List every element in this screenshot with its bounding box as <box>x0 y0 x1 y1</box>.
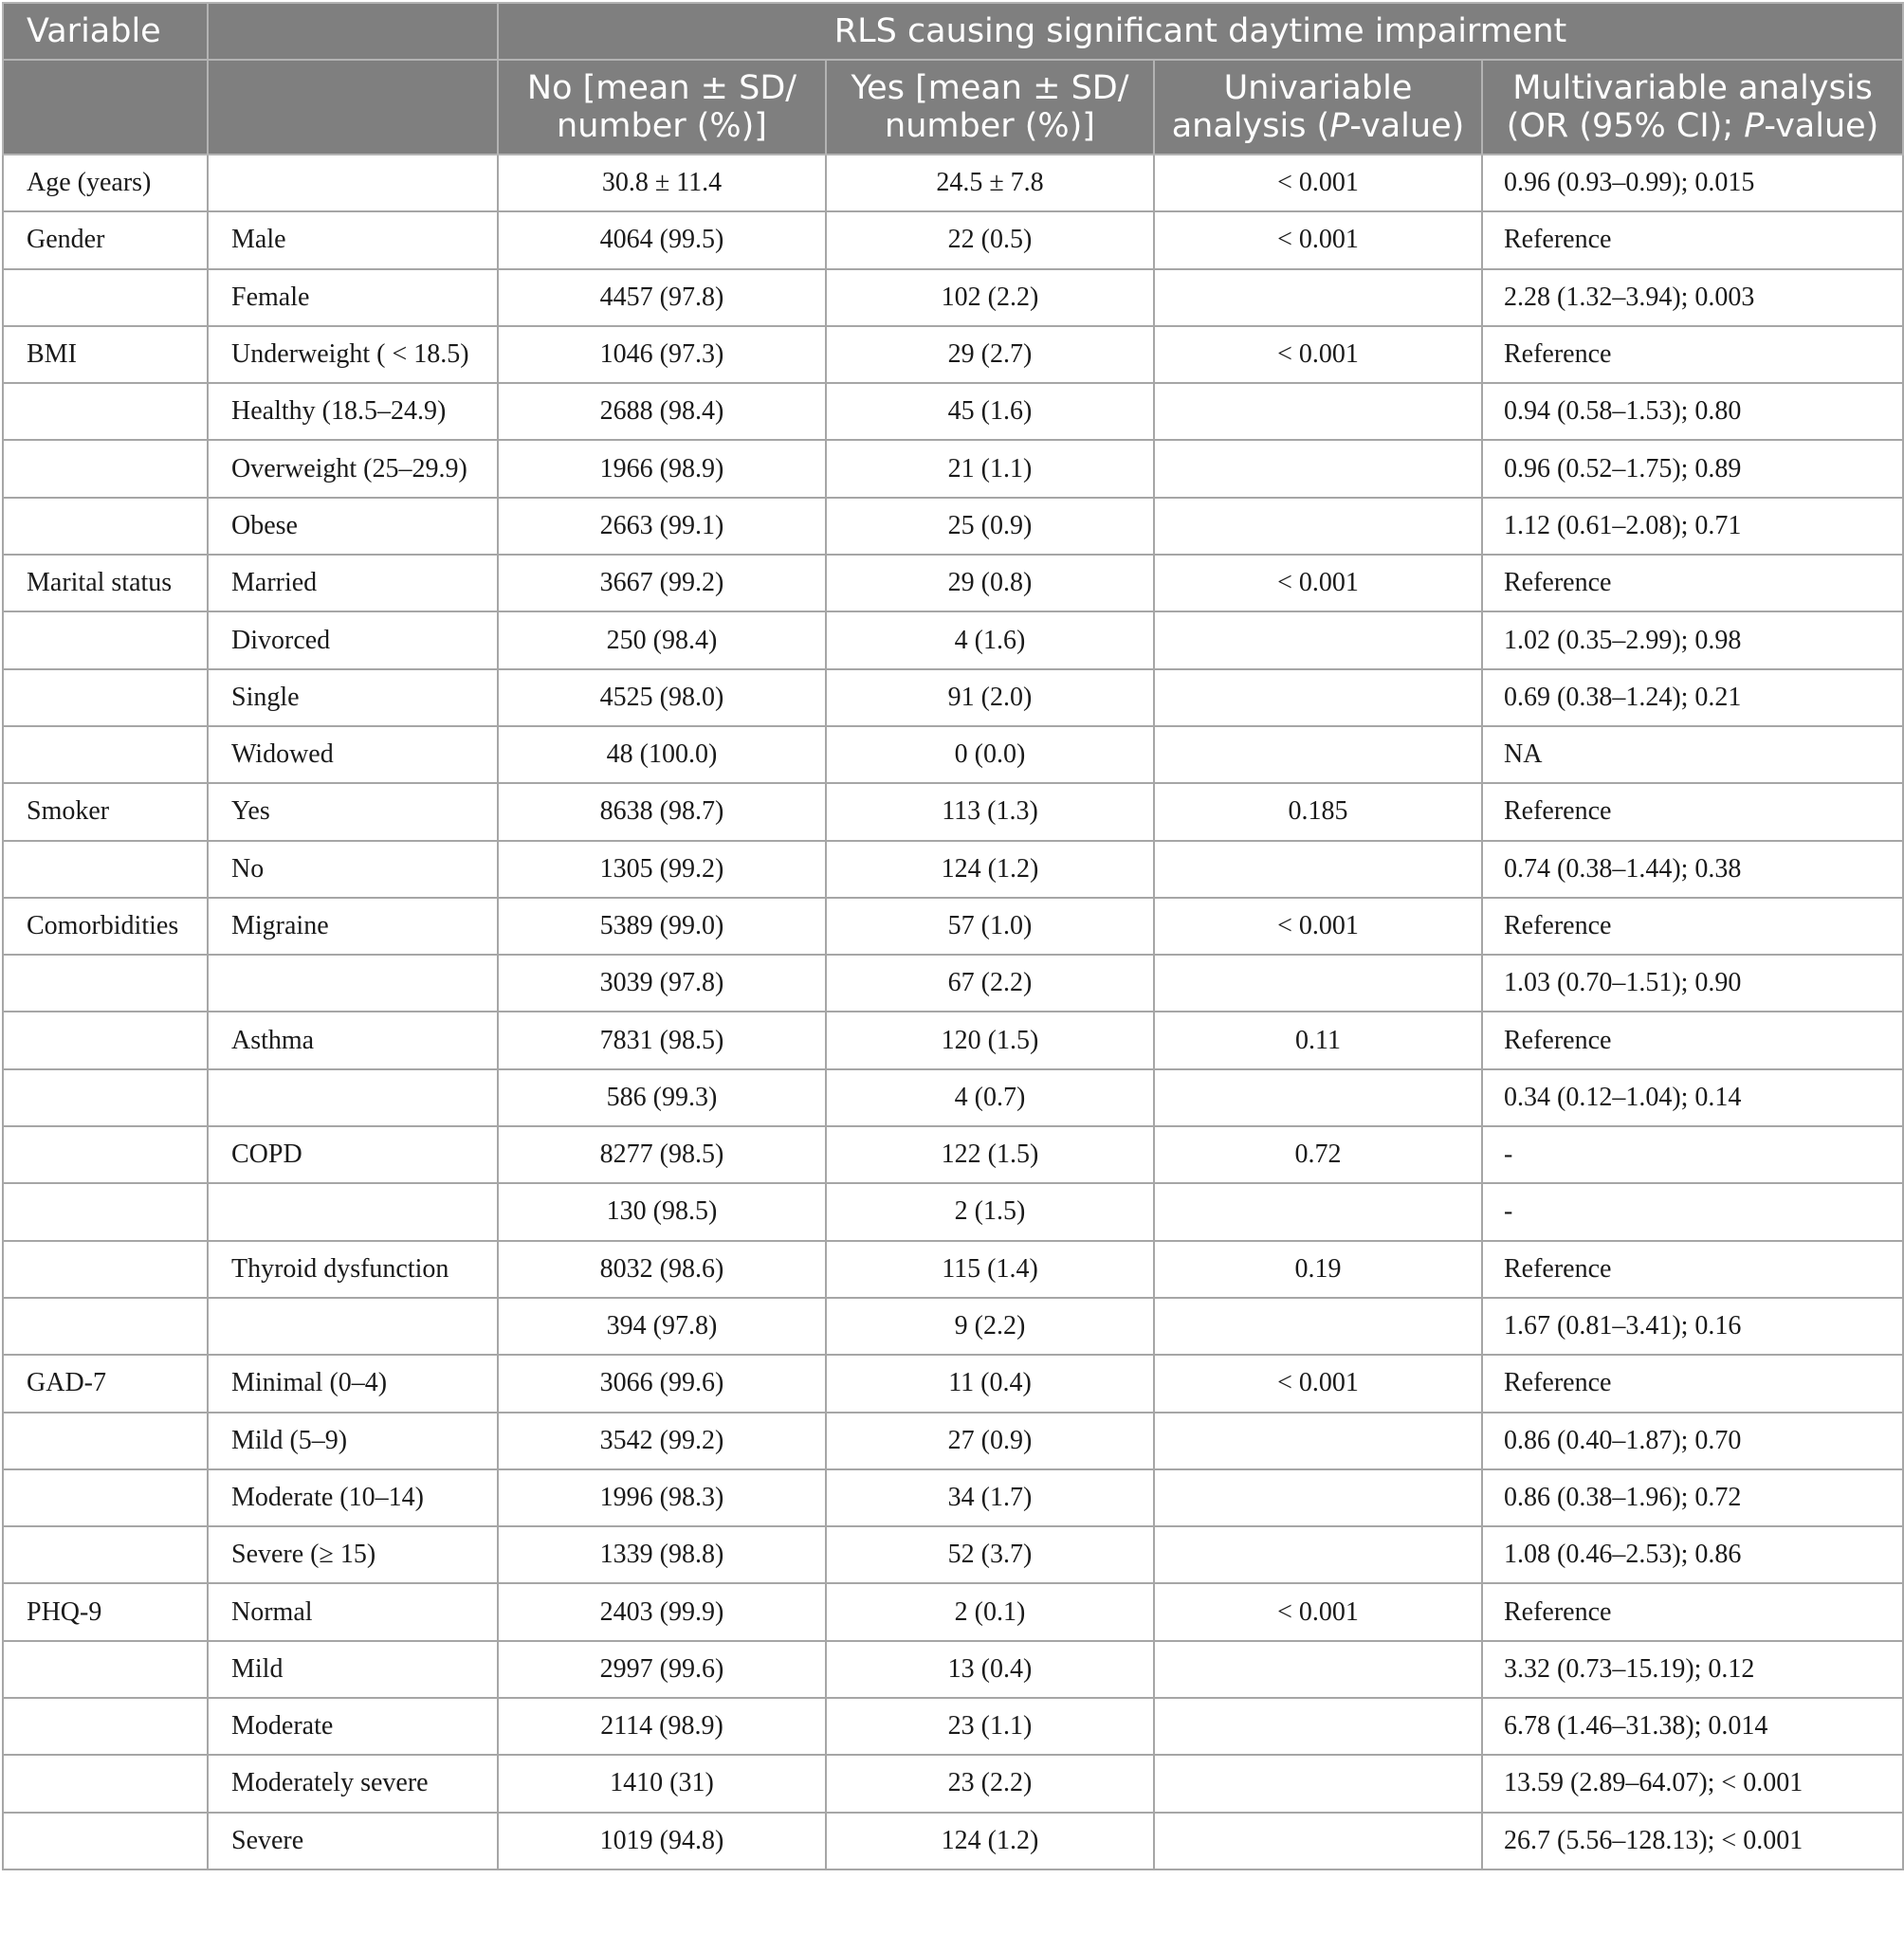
cell-yes: 29 (2.7) <box>826 326 1154 383</box>
cell-variable <box>3 1413 208 1469</box>
table-row <box>3 955 1903 1012</box>
cell-variable <box>3 1526 208 1583</box>
header-row-1 <box>3 3 1903 60</box>
header-col-no: No [mean ± SD/ number (%)] <box>498 60 826 155</box>
cell-no: 48 (100.0) <box>498 726 826 783</box>
cell-multivariable: 1.12 (0.61–2.08); 0.71 <box>1482 498 1903 555</box>
cell-category <box>208 1298 498 1355</box>
cell-variable <box>3 1069 208 1126</box>
cell-variable <box>3 498 208 555</box>
cell-yes: 9 (2.2) <box>826 1298 1154 1355</box>
cell-yes: 91 (2.0) <box>826 669 1154 726</box>
cell-variable <box>3 1298 208 1355</box>
cell-yes: 67 (2.2) <box>826 955 1154 1012</box>
cell-no: 4525 (98.0) <box>498 669 826 726</box>
cell-category: Widowed <box>208 726 498 783</box>
cell-univariable: < 0.001 <box>1154 898 1482 955</box>
cell-category: Single <box>208 669 498 726</box>
cell-multivariable: 3.32 (0.73–15.19); 0.12 <box>1482 1641 1903 1698</box>
cell-no: 4457 (97.8) <box>498 269 826 326</box>
cell-yes: 45 (1.6) <box>826 383 1154 440</box>
cell-no: 2997 (99.6) <box>498 1641 826 1698</box>
header-col-multivariable <box>1482 60 1903 155</box>
cell-univariable <box>1154 269 1482 326</box>
cell-variable <box>3 1469 208 1526</box>
cell-no: 3039 (97.8) <box>498 955 826 1012</box>
header-blank <box>208 3 498 60</box>
cell-multivariable: Reference <box>1482 1241 1903 1298</box>
cell-multivariable: Reference <box>1482 211 1903 268</box>
cell-no: 4064 (99.5) <box>498 211 826 268</box>
cell-univariable <box>1154 1698 1482 1755</box>
cell-category: Moderate (10–14) <box>208 1469 498 1526</box>
cell-no: 1410 (31) <box>498 1755 826 1812</box>
cell-yes: 4 (0.7) <box>826 1069 1154 1126</box>
header-variable: Variable <box>3 3 208 60</box>
cell-univariable: < 0.001 <box>1154 1583 1482 1640</box>
cell-variable <box>3 1813 208 1869</box>
table-row <box>3 1069 1903 1126</box>
cell-yes: 102 (2.2) <box>826 269 1154 326</box>
header-multivariable-italic: P <box>1744 107 1765 145</box>
cell-no: 250 (98.4) <box>498 611 826 668</box>
cell-variable: GAD-7 <box>3 1355 208 1412</box>
cell-no: 8277 (98.5) <box>498 1126 826 1183</box>
table-row <box>3 155 1903 211</box>
cell-yes: 0 (0.0) <box>826 726 1154 783</box>
table-row <box>3 1241 1903 1298</box>
table-row <box>3 1126 1903 1183</box>
cell-variable <box>3 955 208 1012</box>
table-row <box>3 841 1903 898</box>
cell-multivariable: 13.59 (2.89–64.07); < 0.001 <box>1482 1755 1903 1812</box>
cell-univariable <box>1154 955 1482 1012</box>
cell-category: No <box>208 841 498 898</box>
cell-category: Severe (≥ 15) <box>208 1526 498 1583</box>
cell-variable: PHQ-9 <box>3 1583 208 1640</box>
table-row <box>3 1469 1903 1526</box>
cell-variable <box>3 1012 208 1068</box>
cell-univariable <box>1154 726 1482 783</box>
cell-no: 1305 (99.2) <box>498 841 826 898</box>
cell-yes: 22 (0.5) <box>826 211 1154 268</box>
cell-category <box>208 1069 498 1126</box>
cell-yes: 52 (3.7) <box>826 1526 1154 1583</box>
cell-variable <box>3 726 208 783</box>
table-row <box>3 1526 1903 1583</box>
header-multivariable-suffix: -value) <box>1764 107 1879 145</box>
rls-impairment-table <box>2 2 1904 1870</box>
cell-yes: 29 (0.8) <box>826 555 1154 611</box>
cell-no: 3542 (99.2) <box>498 1413 826 1469</box>
cell-yes: 2 (0.1) <box>826 1583 1154 1640</box>
cell-multivariable: NA <box>1482 726 1903 783</box>
cell-variable <box>3 1698 208 1755</box>
table-row <box>3 1355 1903 1412</box>
cell-univariable <box>1154 1526 1482 1583</box>
table-row <box>3 1413 1903 1469</box>
cell-yes: 11 (0.4) <box>826 1355 1154 1412</box>
table-row <box>3 326 1903 383</box>
cell-multivariable: - <box>1482 1126 1903 1183</box>
cell-multivariable: 1.02 (0.35–2.99); 0.98 <box>1482 611 1903 668</box>
table-row <box>3 1813 1903 1869</box>
cell-no: 2403 (99.9) <box>498 1583 826 1640</box>
table-row <box>3 211 1903 268</box>
cell-multivariable: 0.96 (0.52–1.75); 0.89 <box>1482 440 1903 497</box>
cell-no: 394 (97.8) <box>498 1298 826 1355</box>
cell-no: 2663 (99.1) <box>498 498 826 555</box>
cell-yes: 21 (1.1) <box>826 440 1154 497</box>
cell-no: 3667 (99.2) <box>498 555 826 611</box>
cell-multivariable: Reference <box>1482 326 1903 383</box>
header-univariable-prefix: Univariable analysis ( <box>1171 69 1413 145</box>
header-univariable-italic: P <box>1329 107 1350 145</box>
cell-univariable <box>1154 440 1482 497</box>
cell-category: Asthma <box>208 1012 498 1068</box>
cell-multivariable: 0.86 (0.38–1.96); 0.72 <box>1482 1469 1903 1526</box>
cell-variable <box>3 1641 208 1698</box>
cell-univariable <box>1154 1813 1482 1869</box>
cell-univariable <box>1154 841 1482 898</box>
cell-yes: 57 (1.0) <box>826 898 1154 955</box>
table-row <box>3 1298 1903 1355</box>
cell-yes: 25 (0.9) <box>826 498 1154 555</box>
cell-multivariable: 0.94 (0.58–1.53); 0.80 <box>1482 383 1903 440</box>
cell-variable: Age (years) <box>3 155 208 211</box>
cell-no: 3066 (99.6) <box>498 1355 826 1412</box>
cell-multivariable: Reference <box>1482 1355 1903 1412</box>
cell-multivariable: 2.28 (1.32–3.94); 0.003 <box>1482 269 1903 326</box>
header-univariable-suffix: -value) <box>1349 107 1465 145</box>
cell-multivariable: Reference <box>1482 1583 1903 1640</box>
header-row-2 <box>3 60 1903 155</box>
cell-variable <box>3 611 208 668</box>
cell-multivariable: Reference <box>1482 783 1903 840</box>
table-row <box>3 1583 1903 1640</box>
cell-category: Healthy (18.5–24.9) <box>208 383 498 440</box>
table-body <box>3 155 1903 1869</box>
cell-univariable: 0.19 <box>1154 1241 1482 1298</box>
table-row <box>3 783 1903 840</box>
cell-yes: 122 (1.5) <box>826 1126 1154 1183</box>
cell-no: 130 (98.5) <box>498 1183 826 1240</box>
cell-category: Divorced <box>208 611 498 668</box>
cell-category: Severe <box>208 1813 498 1869</box>
cell-univariable <box>1154 1469 1482 1526</box>
table-row <box>3 669 1903 726</box>
table-row <box>3 1641 1903 1698</box>
cell-category <box>208 155 498 211</box>
cell-multivariable: 1.67 (0.81–3.41); 0.16 <box>1482 1298 1903 1355</box>
cell-variable: Comorbidities <box>3 898 208 955</box>
cell-univariable <box>1154 383 1482 440</box>
cell-multivariable: - <box>1482 1183 1903 1240</box>
cell-category: COPD <box>208 1126 498 1183</box>
cell-univariable <box>1154 1413 1482 1469</box>
cell-variable <box>3 669 208 726</box>
cell-univariable: < 0.001 <box>1154 155 1482 211</box>
cell-yes: 23 (2.2) <box>826 1755 1154 1812</box>
cell-no: 7831 (98.5) <box>498 1012 826 1068</box>
cell-yes: 2 (1.5) <box>826 1183 1154 1240</box>
table-row <box>3 1698 1903 1755</box>
cell-category: Overweight (25–29.9) <box>208 440 498 497</box>
cell-univariable: < 0.001 <box>1154 211 1482 268</box>
table-row <box>3 611 1903 668</box>
cell-univariable: 0.185 <box>1154 783 1482 840</box>
cell-variable: Marital status <box>3 555 208 611</box>
table-row <box>3 555 1903 611</box>
table-row <box>3 726 1903 783</box>
cell-no: 8032 (98.6) <box>498 1241 826 1298</box>
table-row <box>3 269 1903 326</box>
cell-yes: 115 (1.4) <box>826 1241 1154 1298</box>
cell-variable <box>3 440 208 497</box>
cell-category: Married <box>208 555 498 611</box>
cell-no: 1996 (98.3) <box>498 1469 826 1526</box>
cell-yes: 24.5 ± 7.8 <box>826 155 1154 211</box>
cell-variable: Smoker <box>3 783 208 840</box>
cell-category: Migraine <box>208 898 498 955</box>
table-header <box>3 3 1903 155</box>
cell-univariable <box>1154 1298 1482 1355</box>
header-blank <box>208 60 498 155</box>
cell-category: Moderate <box>208 1698 498 1755</box>
cell-no: 2114 (98.9) <box>498 1698 826 1755</box>
cell-no: 2688 (98.4) <box>498 383 826 440</box>
cell-variable <box>3 841 208 898</box>
header-col-yes: Yes [mean ± SD/ number (%)] <box>826 60 1154 155</box>
cell-yes: 34 (1.7) <box>826 1469 1154 1526</box>
cell-univariable <box>1154 611 1482 668</box>
cell-multivariable: 6.78 (1.46–31.38); 0.014 <box>1482 1698 1903 1755</box>
cell-yes: 124 (1.2) <box>826 1813 1154 1869</box>
cell-multivariable: 0.96 (0.93–0.99); 0.015 <box>1482 155 1903 211</box>
cell-category: Mild <box>208 1641 498 1698</box>
cell-no: 1339 (98.8) <box>498 1526 826 1583</box>
cell-category: Female <box>208 269 498 326</box>
cell-category: Underweight ( < 18.5) <box>208 326 498 383</box>
table-row <box>3 1755 1903 1812</box>
cell-no: 1046 (97.3) <box>498 326 826 383</box>
cell-variable: BMI <box>3 326 208 383</box>
cell-univariable: < 0.001 <box>1154 555 1482 611</box>
cell-univariable: < 0.001 <box>1154 1355 1482 1412</box>
cell-variable <box>3 383 208 440</box>
table-row <box>3 898 1903 955</box>
cell-category: Normal <box>208 1583 498 1640</box>
cell-no: 1019 (94.8) <box>498 1813 826 1869</box>
cell-multivariable: 0.86 (0.40–1.87); 0.70 <box>1482 1413 1903 1469</box>
cell-yes: 113 (1.3) <box>826 783 1154 840</box>
cell-univariable: 0.11 <box>1154 1012 1482 1068</box>
cell-yes: 124 (1.2) <box>826 841 1154 898</box>
cell-no: 8638 (98.7) <box>498 783 826 840</box>
header-group-title: RLS causing significant daytime impairment <box>498 3 1903 60</box>
cell-univariable <box>1154 1755 1482 1812</box>
cell-variable <box>3 1755 208 1812</box>
cell-yes: 4 (1.6) <box>826 611 1154 668</box>
cell-multivariable: Reference <box>1482 898 1903 955</box>
cell-yes: 27 (0.9) <box>826 1413 1154 1469</box>
cell-variable <box>3 1126 208 1183</box>
header-blank <box>3 60 208 155</box>
cell-category: Moderately severe <box>208 1755 498 1812</box>
cell-multivariable: 0.69 (0.38–1.24); 0.21 <box>1482 669 1903 726</box>
cell-no: 1966 (98.9) <box>498 440 826 497</box>
cell-no: 586 (99.3) <box>498 1069 826 1126</box>
cell-no: 5389 (99.0) <box>498 898 826 955</box>
table-row <box>3 498 1903 555</box>
cell-category: Obese <box>208 498 498 555</box>
table-row <box>3 1183 1903 1240</box>
cell-variable <box>3 1241 208 1298</box>
header-col-univariable <box>1154 60 1482 155</box>
cell-category: Thyroid dysfunction <box>208 1241 498 1298</box>
cell-category: Mild (5–9) <box>208 1413 498 1469</box>
cell-yes: 23 (1.1) <box>826 1698 1154 1755</box>
cell-yes: 120 (1.5) <box>826 1012 1154 1068</box>
cell-variable: Gender <box>3 211 208 268</box>
cell-univariable <box>1154 1641 1482 1698</box>
cell-multivariable: 0.34 (0.12–1.04); 0.14 <box>1482 1069 1903 1126</box>
cell-category <box>208 955 498 1012</box>
cell-univariable: < 0.001 <box>1154 326 1482 383</box>
cell-multivariable: 1.08 (0.46–2.53); 0.86 <box>1482 1526 1903 1583</box>
cell-univariable: 0.72 <box>1154 1126 1482 1183</box>
cell-multivariable: Reference <box>1482 555 1903 611</box>
cell-multivariable: 26.7 (5.56–128.13); < 0.001 <box>1482 1813 1903 1869</box>
cell-multivariable: 1.03 (0.70–1.51); 0.90 <box>1482 955 1903 1012</box>
table-row <box>3 383 1903 440</box>
cell-category: Minimal (0–4) <box>208 1355 498 1412</box>
cell-univariable <box>1154 1069 1482 1126</box>
header-multivariable-prefix: Multivariable analysis (OR (95% CI); <box>1506 69 1873 145</box>
cell-variable <box>3 1183 208 1240</box>
cell-univariable <box>1154 1183 1482 1240</box>
cell-category: Yes <box>208 783 498 840</box>
table-row <box>3 440 1903 497</box>
cell-variable <box>3 269 208 326</box>
cell-no: 30.8 ± 11.4 <box>498 155 826 211</box>
cell-univariable <box>1154 669 1482 726</box>
cell-multivariable: Reference <box>1482 1012 1903 1068</box>
cell-yes: 13 (0.4) <box>826 1641 1154 1698</box>
table-row <box>3 1012 1903 1068</box>
cell-category <box>208 1183 498 1240</box>
cell-univariable <box>1154 498 1482 555</box>
cell-category: Male <box>208 211 498 268</box>
cell-multivariable: 0.74 (0.38–1.44); 0.38 <box>1482 841 1903 898</box>
